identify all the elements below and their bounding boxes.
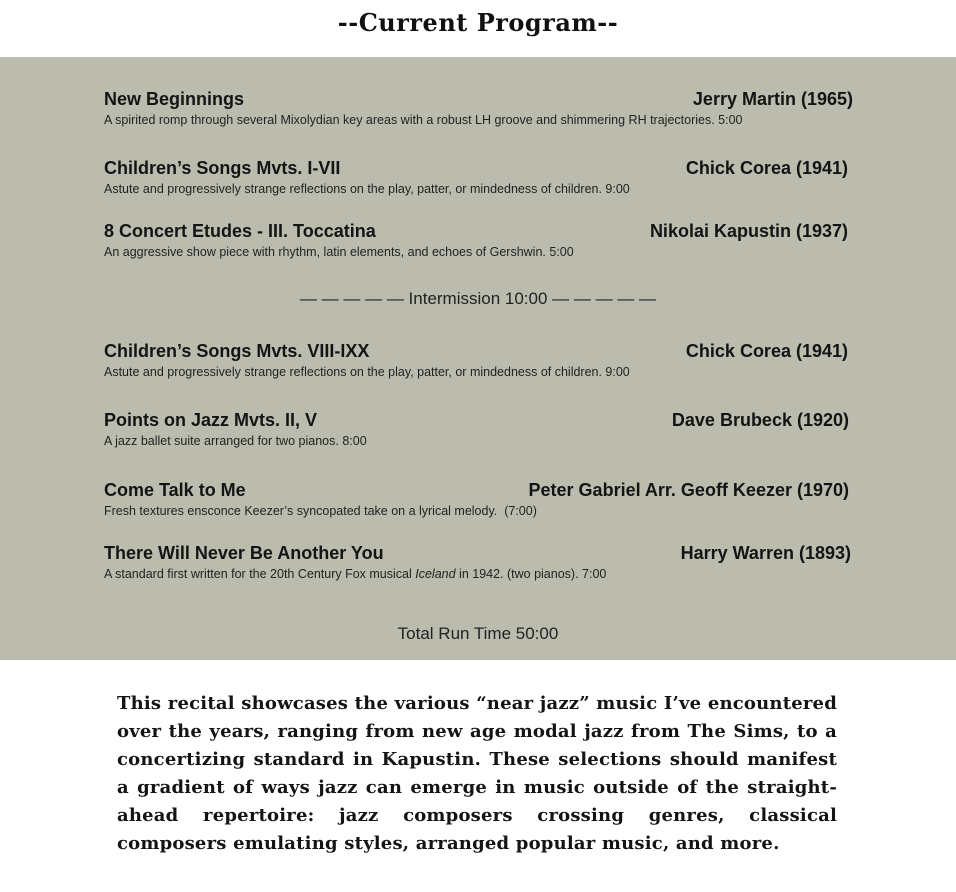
program-notes: This recital showcases the various “near jazz” music I’ve encountered over the years, ranging from new age modal jazz from The Sims, to a concertizing standard in Kapustin. These selections should manifest a gradient of ways jazz can emerge in music outside of the straight-ahead repertoire: jazz composers crossing genres, classical composers emulating styles, arranged popular music, and more.: [117, 693, 837, 854]
piece-composer: Nikolai Kapustin (1937): [649, 221, 848, 241]
total-run-time: Total Run Time 50:00: [397, 624, 559, 643]
piece-composer: Harry Warren (1893): [680, 543, 851, 563]
piece-title: Come Talk to Me: [104, 480, 246, 500]
program-item: [104, 541, 850, 583]
piece-description: Astute and progressively strange reflections on the play, patter, or mindedness of children. 9:00: [104, 365, 630, 379]
piece-description: An aggressive show piece with rhythm, latin elements, and echoes of Gershwin. 5:00: [104, 245, 574, 259]
piece-composer: Peter Gabriel Arr. Geoff Keezer (1970): [528, 480, 849, 500]
description-italic-title: Iceland: [415, 567, 456, 581]
program-item: [104, 156, 850, 198]
program-item: [104, 478, 850, 520]
program-item: [104, 339, 850, 381]
piece-title: 8 Concert Etudes - III. Toccatina: [104, 221, 376, 241]
piece-title: New Beginnings: [104, 89, 245, 109]
page-title: --Current Program--: [337, 8, 619, 37]
intermission-label: — — — — — Intermission 10:00 — — — — —: [299, 289, 657, 308]
program-list: [0, 57, 956, 660]
piece-composer: Chick Corea (1941): [685, 158, 848, 178]
piece-composer: Chick Corea (1941): [685, 341, 848, 361]
piece-title: Points on Jazz Mvts. II, V: [104, 410, 318, 430]
piece-description: A spirited romp through several Mixolydian key areas with a robust LH groove and shimmering RH trajectories. 5:00: [104, 113, 743, 127]
description-text: A standard first written for the 20th Century Fox musical: [104, 567, 416, 581]
piece-title: Children’s Songs Mvts. I-VII: [104, 158, 341, 178]
piece-composer: Dave Brubeck (1920): [671, 410, 849, 430]
piece-composer: Jerry Martin (1965): [692, 89, 853, 109]
piece-description: [104, 565, 850, 583]
piece-title: There Will Never Be Another You: [104, 543, 384, 563]
piece-title: Children’s Songs Mvts. VIII-IXX: [104, 341, 370, 361]
piece-description: Fresh textures ensconce Keezer’s syncopated take on a lyrical melody. (7:00): [104, 504, 537, 518]
piece-description: Astute and progressively strange reflections on the play, patter, or mindedness of children. 9:00: [104, 182, 630, 196]
description-text: in 1942. (two pianos). 7:00: [455, 567, 607, 581]
piece-description: A jazz ballet suite arranged for two pianos. 8:00: [104, 434, 367, 448]
program-item: [104, 408, 850, 450]
program-item: [104, 219, 850, 261]
program-item: [104, 87, 853, 129]
